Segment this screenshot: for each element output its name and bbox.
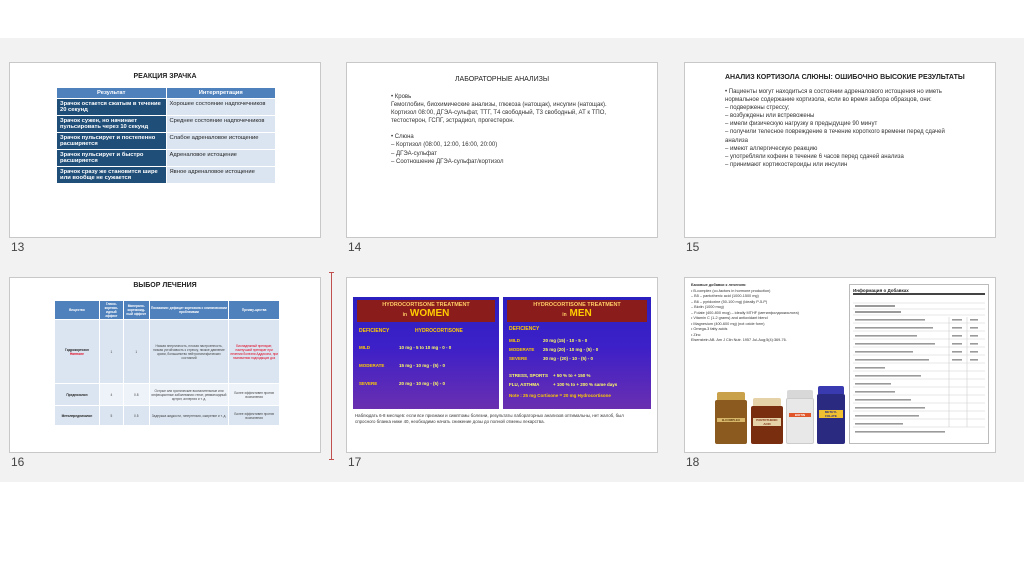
saliva-heading: • Слюна xyxy=(391,134,414,141)
men-panel-title: HYDROCORTISONE TREATMENT xyxy=(533,302,621,308)
table-cell: Зрачок сужен, но начинает пульсировать через 10 секунд xyxy=(57,116,167,133)
table-cell: Зрачок сразу же становится шире или вообще не сужается xyxy=(57,167,167,184)
slide-17-caption: Наблюдать 6-8 месяцев: если все признаки и симптомы болезни, результаты лабораторных анализов оптимальны, нет жалоб, был спросного бланка ниже 40, необходимо начать снижение дозы до полной отмены лекарства. xyxy=(355,413,624,425)
bottle-label: METHYL FOLATE xyxy=(819,410,843,418)
table-header: Результат xyxy=(57,88,167,99)
table-header: Интерпретация xyxy=(166,88,276,99)
cortisol-item: – возбуждены или встревожены xyxy=(725,113,815,120)
men-in-word: in xyxy=(562,312,567,318)
table-cell: Более эффективен против воспаления xyxy=(229,384,280,406)
women-label: WOMEN xyxy=(409,308,450,319)
slide-number-17: 17 xyxy=(348,455,362,469)
cortisol-item: – принимают кортикостероиды или инсулин xyxy=(725,161,848,168)
men-row-flu xyxy=(509,382,617,387)
table-cell: Зрачок пульсирует и быстро расширяется xyxy=(57,150,167,167)
table-cell: Низкая энергичность, плохая настроенность, низкая устойчивость к стрессу, низкое давление крови, большинство нейтропатичфических состояний xyxy=(149,320,229,384)
facts-title: Информация о Добавках xyxy=(853,288,985,295)
row-label: STRESS, SPORTS xyxy=(509,373,549,378)
men-note: Note : 25 mg Cortisone = 20 mg Hydrocortisone xyxy=(509,393,611,398)
supplement-bottles-image xyxy=(715,386,847,446)
drug-name: Гидрокортизон xyxy=(64,347,89,352)
supplement-item: – Biotin (1000 mcg) xyxy=(691,305,724,309)
table-cell: Острые или хронические воспалительные или инфекционные заболевания: гепат, ревматоидный артрит, аллергия и т. д. xyxy=(149,384,229,406)
row-value: 20 mg (15) - 10 - 5 - 0 xyxy=(543,338,588,343)
table-header: Показания: дефицит кортизола с клиническими проблемами xyxy=(149,301,229,320)
table-cell: Более эффективен против воспаления xyxy=(229,406,280,426)
row-value: 15 mg - 10 mg - (5) - 0 xyxy=(399,363,446,368)
women-col-deficiency: DEFICIENCY xyxy=(359,328,390,334)
men-row-severe xyxy=(509,356,593,361)
saliva-line: – Соотношение ДГЭА-сульфат/кортизол xyxy=(391,158,504,165)
bottle-label: B-COMPLEX xyxy=(717,418,745,422)
table-cell: Зрачок пульсирует и постепенно расширяется xyxy=(57,133,167,150)
table-cell: 1 xyxy=(99,320,123,384)
row-label: MODERATE xyxy=(359,363,385,368)
table-cell: Среднее состояние надпочечников xyxy=(166,116,276,133)
supplement-facts-panel xyxy=(849,284,989,444)
supplement-item: • Magnesium (400-600 mg) (not oxide form) xyxy=(691,321,765,326)
table-cell: Бионадежный препарат, наилучший препарат при лечении болезни Аддисона, при назначении подходящих доз xyxy=(229,320,280,384)
row-value: 10 mg - 5 to 10 mg - 0 - 0 xyxy=(399,345,452,350)
table-header: Минерало-кортикоид-ный эффект xyxy=(123,301,149,320)
table-row xyxy=(55,406,280,426)
women-panel-title: HYDROCORTISONE TREATMENT xyxy=(382,302,470,308)
men-treatment-panel xyxy=(503,297,651,409)
table-cell: 4 xyxy=(99,384,123,406)
table-cell: 5 xyxy=(99,406,123,426)
table-cell xyxy=(55,320,100,384)
men-row-stress xyxy=(509,373,591,378)
table-header: Вещество xyxy=(55,301,100,320)
slide-thumbnail-16[interactable] xyxy=(9,277,321,453)
slide-14-title: ЛАБОРАТОРНЫЕ АНАЛИЗЫ xyxy=(454,76,550,83)
slide-thumbnail-18[interactable] xyxy=(684,277,996,453)
table-row xyxy=(55,320,280,384)
men-col-deficiency: DEFICIENCY xyxy=(509,326,540,332)
bottle-label: BIOTIN xyxy=(789,413,811,417)
slide-15-title: АНАЛИЗ КОРТИЗОЛА СЛЮНЫ: ОШИБОЧНО ВЫСОКИЕ РЕЗУЛЬТАТЫ xyxy=(725,74,965,81)
drug-highlight: Hormone xyxy=(69,351,84,356)
slide-thumbnail-17[interactable] xyxy=(346,277,658,453)
men-row-mild xyxy=(509,338,587,343)
table-row xyxy=(57,116,276,133)
table-row xyxy=(57,99,276,116)
slide-number-15: 15 xyxy=(686,240,700,254)
table-cell: 0.5 xyxy=(123,406,149,426)
blood-heading: • Кровь xyxy=(391,94,412,100)
cortisol-item: – подвержены стрессу; xyxy=(725,105,790,112)
men-label: MEN xyxy=(569,308,592,319)
supplement-item: • Vitamin C (1-2 grams) and antioxidant blend xyxy=(691,316,768,320)
slide-16-title: ВЫБОР ЛЕЧЕНИЯ xyxy=(133,282,197,289)
table-row xyxy=(57,150,276,167)
supplement-item: – Folate (400-800 mcg) – ideally MTHF (метилфолдиокислота) xyxy=(691,310,799,315)
table-cell: Явное адреналовое истощение xyxy=(166,167,276,184)
table-cell: Задержка жидкости, гипертензия, ожирение и т. д. xyxy=(149,406,229,426)
cortisol-item: – имели физическую нагрузку в предыдущие 90 минут xyxy=(725,121,878,128)
slide-number-13: 13 xyxy=(11,240,25,254)
bottle-label: PANTOTHENIC ACID xyxy=(753,418,781,426)
men-row-moderate xyxy=(509,347,598,352)
table-cell: 1 xyxy=(123,320,149,384)
women-treatment-panel xyxy=(353,297,499,409)
cortisol-item: – получили телесное повреждение в течение короткого времени перед сдачей анализа xyxy=(725,129,945,144)
slide-number-18: 18 xyxy=(686,455,700,469)
row-value: + 100 % to + 200 % same days xyxy=(553,382,618,387)
row-label: MODERATE xyxy=(509,347,535,352)
slide-thumbnail-15[interactable] xyxy=(684,62,996,238)
slide-14-body xyxy=(391,93,627,166)
row-value: + 50 % to + 150 % xyxy=(553,373,591,378)
women-row-moderate xyxy=(359,363,445,368)
supplement-item: – B5 – pantothenic acid (1000-1500 mg) xyxy=(691,294,759,298)
supplement-item: • Omega-3 fatty acids xyxy=(691,327,728,331)
table-cell: 0.8 xyxy=(123,384,149,406)
table-header: Преиму-щества xyxy=(229,301,280,320)
women-row-mild xyxy=(359,345,451,350)
supplement-reference: Eisenstein AB. Am J Clin Nutr. 1957 Jul-Aug;5(4):369-76. xyxy=(691,338,787,342)
saliva-line: – ДГЭА-сульфат xyxy=(391,150,438,157)
blood-line: Гемоглобин, биохимические анализы, глюкоза (натощак), инсулин (натощак). xyxy=(391,102,607,109)
supplement-item: • Zinc xyxy=(691,332,701,337)
cortisol-item: – употребляли кофеин в течение 6 часов перед сдачей анализа xyxy=(725,153,904,160)
women-in-word: in xyxy=(402,312,408,318)
supplements-heading: Базовые добавки к лечению: xyxy=(691,283,747,287)
slide-thumbnail-13[interactable] xyxy=(9,62,321,238)
supplement-item: • B-complex (co-factors in hormone production) xyxy=(691,288,771,293)
slide-number-16: 16 xyxy=(11,455,25,469)
table-cell: Слабое адреналовое истощение xyxy=(166,133,276,150)
row-label: SEVERE xyxy=(509,356,528,361)
table-row xyxy=(57,133,276,150)
pupil-reaction-table xyxy=(56,87,276,184)
women-col-hydrocortisone: HYDROCORTISONE xyxy=(415,328,463,334)
row-value: 20 mg - 10 mg - (5) - 0 xyxy=(399,381,446,386)
table-row xyxy=(55,384,280,406)
table-header: Глюко-кортико-идный эффект xyxy=(99,301,123,320)
supplement-item: – B6 – pyridoxine (50-100 mg) (ideally P-5-P) xyxy=(691,299,768,304)
cortisol-item: – имеют аллергическую реакцию xyxy=(725,145,818,152)
row-value: 30 mg - (20) - 10 - (5) - 0 xyxy=(543,356,594,361)
women-row-severe xyxy=(359,381,445,386)
slide-15-body xyxy=(725,88,965,169)
row-label: SEVERE xyxy=(359,381,378,386)
slide-number-14: 14 xyxy=(348,240,362,254)
cortisol-lead: • Пациенты могут находиться в состоянии адреналового истощения но иметь нормальное содержание кортизола, если во время забора образцов, они: xyxy=(725,89,942,104)
row-value: 25 mg (20) - 10 mg - (5) - 0 xyxy=(543,347,599,352)
row-label: FLU, ASTHMA xyxy=(509,382,540,387)
blood-line: Кортизол 08:00, ДГЭА-сульфат, ТТГ, Т4 свободный, Т3 свободный, АТ к ТПО, тестостерон, ГСПГ, эстрадиол, прогестерон. xyxy=(391,110,607,125)
row-label: MILD xyxy=(359,345,370,350)
facts-table-lines xyxy=(853,297,985,442)
table-cell: Метилпреднизолон xyxy=(55,406,100,426)
table-cell: Преднизолон xyxy=(55,384,100,406)
table-cell: Адреналовое истощение xyxy=(166,150,276,167)
slide-18-body xyxy=(691,283,839,344)
saliva-line: – Кортизол (08:00, 12:00, 16:00, 20:00) xyxy=(391,142,498,149)
slide-13-title: РЕАКЦИЯ ЗРАЧКА xyxy=(133,73,197,80)
row-label: MILD xyxy=(509,338,520,343)
table-cell: Зрачок остается сжатым в течение 20 секунд xyxy=(57,99,167,116)
table-cell: Хорошее состояние надпочечников xyxy=(166,99,276,116)
slide-thumbnail-14[interactable] xyxy=(346,62,658,238)
drag-insertion-marker xyxy=(331,272,332,460)
treatment-table xyxy=(54,300,280,426)
table-row xyxy=(57,167,276,184)
